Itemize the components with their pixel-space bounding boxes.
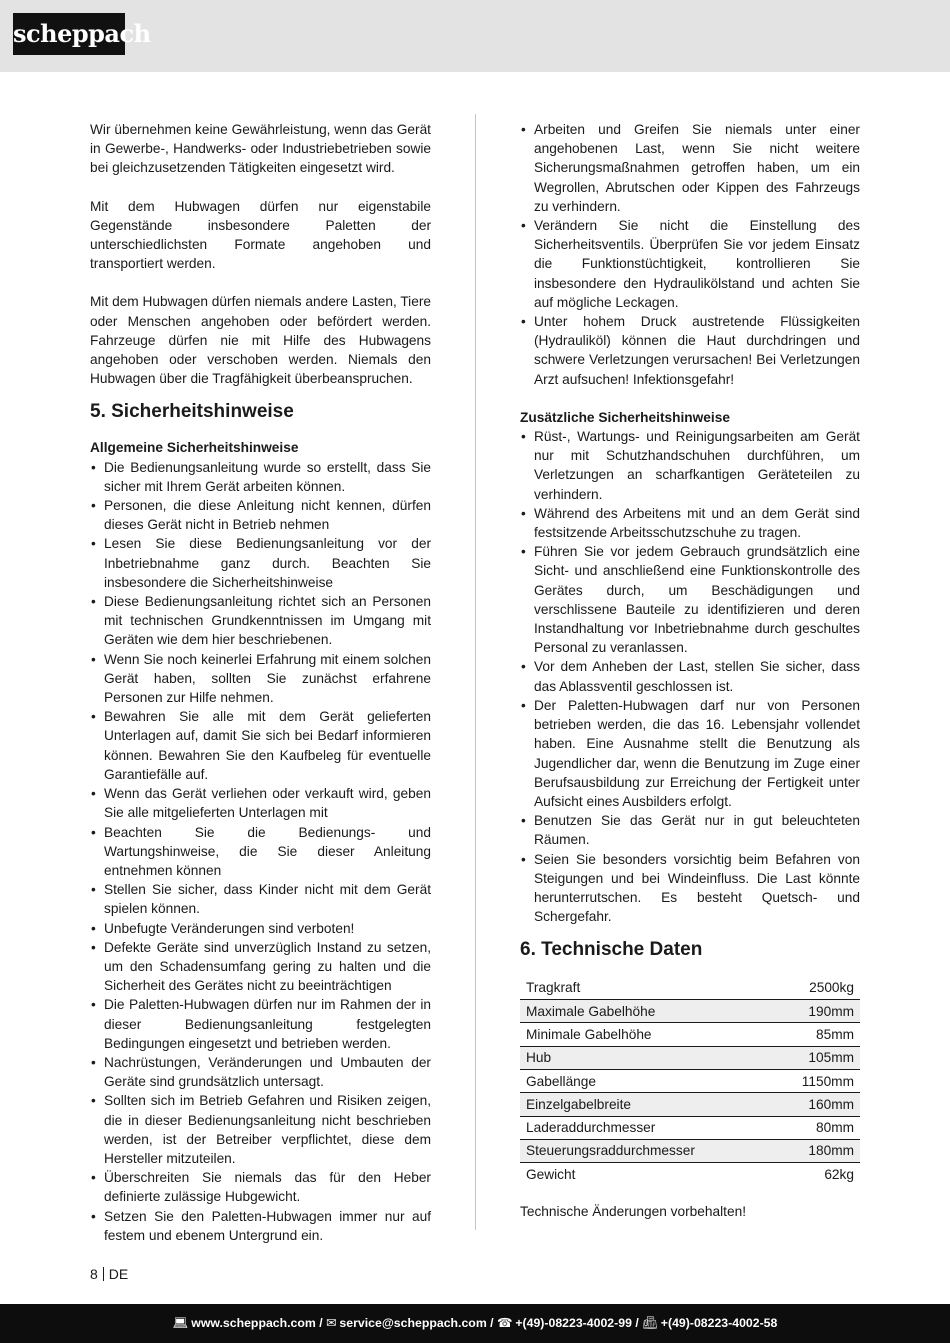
spec-value: 85mm [771, 1023, 860, 1046]
intro-paragraph: Wir übernehmen keine Gewährleistung, wenn das Gerät in Gewerbe-, Handwerks- oder Industriebetrieben sowie bei gleichzusetzenden Tätigkeiten eingesetzt wird. [90, 122, 431, 176]
safety-list-item: • Stellen Sie sicher, dass Kinder nicht mit dem Gerät spielen können. [90, 880, 431, 918]
paragraph-spacer [90, 273, 431, 292]
spec-label: Gewicht [526, 1167, 576, 1182]
additional-safety-list-item: • Vor dem Anheben der Last, stellen Sie sicher, dass das Ablassventil geschlossen ist. [520, 657, 860, 695]
computer-icon: 💻︎ [172, 1316, 189, 1330]
footer-email[interactable]: service@scheppach.com / [339, 1316, 494, 1330]
additional-safety-list-item: • Benutzen Sie das Gerät nur in gut beleuchteten Räumen. [520, 811, 860, 849]
page-language: DE [108, 1266, 129, 1282]
column-divider [475, 114, 476, 1230]
safety-list-item: • Nachrüstungen, Veränderungen und Umbauten der Geräte sind grundsätzlich untersagt. [90, 1053, 431, 1091]
spec-value: 105mm [771, 1046, 860, 1069]
safety-list-item: • Arbeiten und Greifen Sie niemals unter einer angehobenen Last, wenn Sie nicht weitere Sicherungsmaßnahmen getroffen haben, um ein Wegrollen, Abrutschen oder Kippen des Fahrzeugs zu verhindern. [520, 120, 860, 216]
envelope-icon: ✉︎ [326, 1316, 337, 1330]
safety-list-continued [520, 120, 860, 389]
spec-value: 2500kg [771, 976, 860, 999]
page-header [0, 0, 950, 72]
spec-value: 62kg [824, 1167, 854, 1182]
safety-list-item: • Defekte Geräte sind unverzüglich Instand zu setzen, um den Schadensumfang gering zu halten und die Sicherheit des Gerätes nicht zu beeinträchtigen [90, 938, 431, 996]
footer-phone: +(49)-08223-4002-99 / [515, 1316, 639, 1330]
page-number-value: 8 [90, 1266, 98, 1282]
safety-list-item: • Setzen Sie den Paletten-Hubwagen immer nur auf festem und ebenem Untergrund ein. [90, 1207, 431, 1245]
left-column [90, 120, 431, 1245]
page-number-separator [103, 1267, 104, 1281]
additional-safety-list-item: • Seien Sie besonders vorsichtig beim Befahren von Steigungen und bei Windeinfluss. Die Last könnte herunterrutschen. Es besteht Quetsch- und Schergefahr. [520, 850, 860, 927]
subheading-additional-safety: Zusätzliche Sicherheitshinweise [520, 409, 730, 425]
spec-value: 180mm [771, 1139, 860, 1162]
general-safety-list [90, 458, 431, 1245]
spec-label: Laderaddurchmesser [520, 1116, 771, 1139]
phone-icon: ☎ [497, 1316, 513, 1330]
spec-row [520, 1163, 860, 1186]
paragraph-spacer [90, 178, 431, 197]
footer-website[interactable]: www.scheppach.com / [191, 1316, 323, 1330]
safety-list-item: • Überschreiten Sie niemals das für den Heber definierte zulässige Hubgewicht. [90, 1168, 431, 1206]
safety-list-item: • Sollten sich im Betrieb Gefahren und Risiken zeigen, die in dieser Bedienungsanleitung nicht beschrieben werden, ist der Betreiber verpflichtet, diese dem Hersteller mitzuteilen. [90, 1091, 431, 1168]
safety-list-item: • Die Paletten-Hubwagen dürfen nur im Rahmen der in dieser Bedienungsanleitung festgelegten Bedingungen eingesetzt und betrieben werden. [90, 995, 431, 1053]
subheading-general-safety: Allgemeine Sicherheitshinweise [90, 440, 299, 456]
section-title-technical-data: 6. Technische Daten [520, 939, 703, 961]
spec-label: Steuerungsraddurchmesser [520, 1139, 771, 1162]
spec-label: Maximale Gabelhöhe [520, 1000, 771, 1023]
spec-row [520, 1116, 860, 1139]
spec-row [520, 1023, 860, 1046]
spec-row [520, 1139, 860, 1162]
spec-value: 160mm [771, 1093, 860, 1116]
spec-row [520, 976, 860, 999]
spec-label: Gabellänge [520, 1070, 771, 1093]
technical-data-table [520, 976, 860, 1186]
safety-list-item: • Diese Bedienungsanleitung richtet sich an Personen mit technischen Grundkenntnissen im Umgang mit Geräten wie dem hier beschriebenen. [90, 592, 431, 650]
spec-value: 1150mm [771, 1070, 860, 1093]
paragraph-spacer [520, 389, 860, 408]
spec-label: Tragkraft [520, 976, 771, 999]
additional-safety-list-item: • Während des Arbeitens mit und an dem Gerät sind festsitzende Arbeitsschutzschuhe zu tragen. [520, 504, 860, 542]
footer-fax: +(49)-08223-4002-58 [660, 1316, 778, 1330]
safety-list-item: • Unbefugte Veränderungen sind verboten! [90, 919, 431, 938]
safety-list-item: • Personen, die diese Anleitung nicht kennen, dürfen dieses Gerät nicht in Betrieb nehmen [90, 496, 431, 534]
page-number [90, 1265, 128, 1283]
technical-note: Technische Änderungen vorbehalten! [520, 1204, 747, 1219]
spec-row [520, 1093, 860, 1116]
additional-safety-list [520, 427, 860, 926]
spec-label: Minimale Gabelhöhe [520, 1023, 771, 1046]
safety-list-item: • Wenn Sie noch keinerlei Erfahrung mit einem solchen Gerät haben, sollten Sie zunächst erfahrene Personen zur Hilfe nehmen. [90, 650, 431, 708]
spec-value: 190mm [771, 1000, 860, 1023]
additional-safety-list-item: • Der Paletten-Hubwagen darf nur von Personen betrieben werden, die das 16. Lebensjahr vollendet haben. Eine Ausnahme stellt die Benutzung als Jugendlicher dar, wenn die Benutzung im Zuge einer Berufsausbildung zur Erreichung der Fertigkeit unter Aufsicht eines Ausbilders erfolgt. [520, 696, 860, 811]
additional-safety-list-item: • Rüst-, Wartungs- und Reinigungsarbeiten am Gerät nur mit Schutzhandschuhen durchführen, um Verletzungen an scharfkantigen Geräteteilen zu verhindern. [520, 427, 860, 504]
spec-row [520, 1070, 860, 1093]
intro-paragraph: Mit dem Hubwagen dürfen niemals andere Lasten, Tiere oder Menschen angehoben oder befördert werden. Fahrzeuge dürfen nie mit Hilfe des Hubwagens angehoben oder verschoben werden. Niemals den Hubwagen über die Tragfähigkeit überbeanspruchen. [90, 294, 431, 387]
brand-logo: scheppach [13, 13, 125, 55]
safety-list-item: • Die Bedienungsanleitung wurde so erstellt, dass Sie sicher mit Ihrem Gerät arbeiten können. [90, 458, 431, 496]
section-title-safety: 5. Sicherheitshinweise [90, 401, 294, 423]
spec-row [520, 1046, 860, 1069]
safety-list-item: • Unter hohem Druck austretende Flüssigkeiten (Hydrauliköl) können die Haut durchdringen und schwere Verletzungen verursachen! Bei Verletzungen Arzt aufsuchen! Infektionsgefahr! [520, 312, 860, 389]
additional-safety-list-item: • Führen Sie vor jedem Gebrauch grundsätzlich eine Sicht- und anschließend eine Funktionskontrolle des Gerätes durch, um Beschädigungen und verschlissene Bauteile zu identifizieren und deren Instandhaltung vor Inbetriebnahme durch geschultes Personal zu veranlassen. [520, 542, 860, 657]
spec-label: Einzelgabelbreite [520, 1093, 771, 1116]
page-footer [0, 1304, 950, 1343]
safety-list-item: • Lesen Sie diese Bedienungsanleitung vor der Inbetriebnahme ganz durch. Beachten Sie insbesondere die Sicherheitshinweise [90, 534, 431, 592]
safety-list-item: • Wenn das Gerät verliehen oder verkauft wird, geben Sie alle mitgelieferten Unterlagen mit [90, 784, 431, 822]
safety-list-item: • Verändern Sie nicht die Einstellung des Sicherheitsventils. Überprüfen Sie vor jedem Einsatz die Funktionstüchtigkeit, kontrollieren Sie insbesondere den Hydraulikölstand und achten Sie auf mögliche Leckagen. [520, 216, 860, 312]
fax-icon: 📠︎ [642, 1316, 658, 1330]
spec-value: 80mm [771, 1116, 860, 1139]
spec-label: Hub [520, 1046, 771, 1069]
safety-list-item: • Beachten Sie die Bedienungs- und Wartungshinweise, die Sie dieser Anleitung entnehmen können [90, 823, 431, 881]
safety-list-item: • Bewahren Sie alle mit dem Gerät gelieferten Unterlagen auf, damit Sie sich bei Bedarf informieren können. Bewahren Sie den Kaufbeleg für eventuelle Garantiefälle auf. [90, 707, 431, 784]
spec-row [520, 1000, 860, 1023]
right-column [520, 120, 860, 1221]
intro-paragraph: Mit dem Hubwagen dürfen nur eigenstabile Gegenstände insbesondere Paletten der unterschiedlichsten Formate angehoben und transportiert werden. [90, 198, 431, 272]
